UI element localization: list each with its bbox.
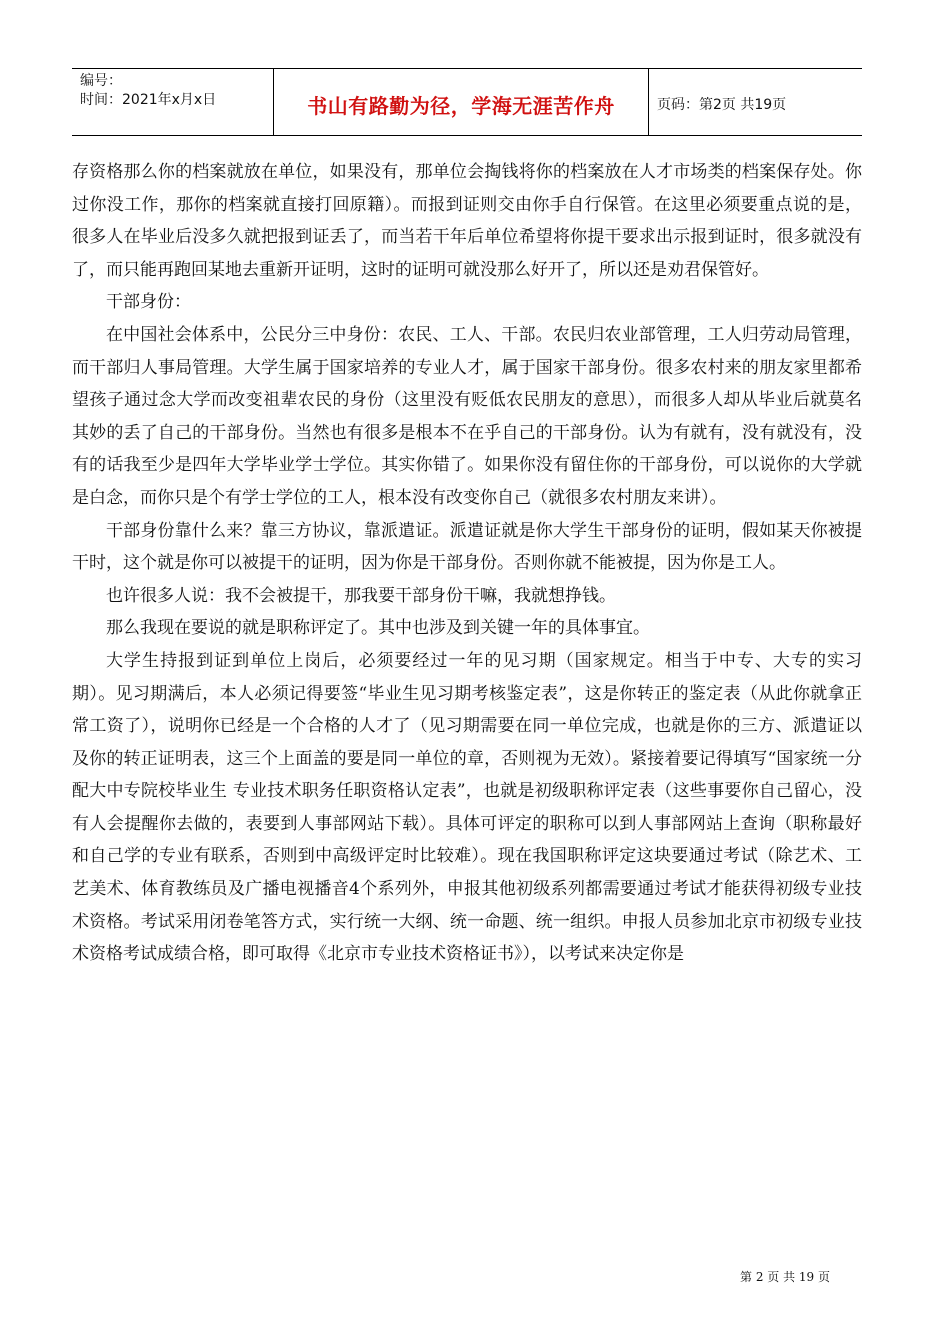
header-page-info: 页码：第2页 共19页 [657, 97, 787, 113]
document-body [72, 156, 862, 971]
paragraph: 那么我现在要说的就是职称评定了。其中也涉及到关键一年的具体事宜。 [106, 618, 650, 639]
paragraph: 干部身份靠什么来？靠三方协议，靠派遣证。派遣证就是你大学生干部身份的证明，假如某天你被提干时，这个就是你可以被提干的证明，因为你是干部身份。否则你就不能被提，因为你是工人。 [72, 520, 862, 574]
header-meta [72, 69, 274, 135]
footer-page-number: 第 2 页 共 19 页 [740, 1270, 830, 1284]
document-time: 时间：2021年x月x日 [80, 92, 217, 108]
paragraph: 在中国社会体系中，公民分三中身份：农民、工人、干部。农民归农业部管理，工人归劳动局管理，而干部归人事局管理。大学生属于国家培养的专业人才，属于国家干部身份。很多农村来的朋友家里都希望孩子通过念大学而改变祖辈农民的身份（这里没有贬低农民朋友的意思），而很多人却从毕业后就莫名其妙的丢了自己的干部身份。当然也有很多是根本不在乎自己的干部身份。认为有就有，没有就没有，没有的话我至少是四年大学毕业学士学位。其实你错了。如果你没有留住你的干部身份，可以说你的大学就是白念，而你只是个有学士学位的工人，根本没有改变你自己（就很多农村朋友来讲）。 [72, 324, 862, 508]
section-heading: 干部身份： [106, 292, 191, 313]
page-header [72, 68, 862, 136]
document-number: 编号： [80, 73, 122, 89]
header-motto-cell [274, 69, 649, 135]
paragraph: 大学生持报到证到单位上岗后，必须要经过一年的见习期（国家规定。相当于中专、大专的实习期）。见习期满后，本人必须记得要签“毕业生见习期考核鉴定表”，这是你转正的鉴定表（从此你就拿正常工资了），说明你已经是一个合格的人才了（见习期需要在同一单位完成，也就是你的三方、派遣证以及你的转正证明表，这三个上面盖的要是同一单位的章，否则视为无效）。紧接着要记得填写“国家统一分配大中专院校毕业生 专业技术职务任职资格认定表”，也就是初级职称评定表（这些事要你自己留心，没有人会提醒你去做的，表要到人事部网站下载）。具体可评定的职称可以到人事部网站上查询（职称最好和自己学的专业有联系，否则到中高级评定时比较难）。现在我国职称评定这块要通过考试（除艺术、工艺美术、体育教练员及广播电视播音4个系列外，申报其他初级系列都需要通过考试才能获得初级专业技术资格。考试采用闭卷笔答方式，实行统一大纲、统一命题、统一组织。申报人员参加北京市初级专业技术资格考试成绩合格，即可取得《北京市专业技术资格证书》），以考试来决定你是 [72, 650, 862, 965]
page-footer [0, 1268, 950, 1285]
header-motto: 书山有路勤为径，学海无涯苦作舟 [307, 93, 615, 118]
paragraph: 也许很多人说：我不会被提干，那我要干部身份干嘛，我就想挣钱。 [106, 585, 616, 606]
paragraph: 存资格那么你的档案就放在单位，如果没有，那单位会掏钱将你的档案放在人才市场类的档案保存处。你过你没工作，那你的档案就直接打回原籍）。而报到证则交由你手自行保管。在这里必须要重点说的是，很多人在毕业后没多久就把报到证丢了，而当若干年后单位希望将你提干要求出示报到证时，很多就没有了，而只能再跑回某地去重新开证明，这时的证明可就没那么好开了，所以还是劝君保管好。 [72, 162, 862, 280]
header-page-info-cell [649, 69, 862, 135]
